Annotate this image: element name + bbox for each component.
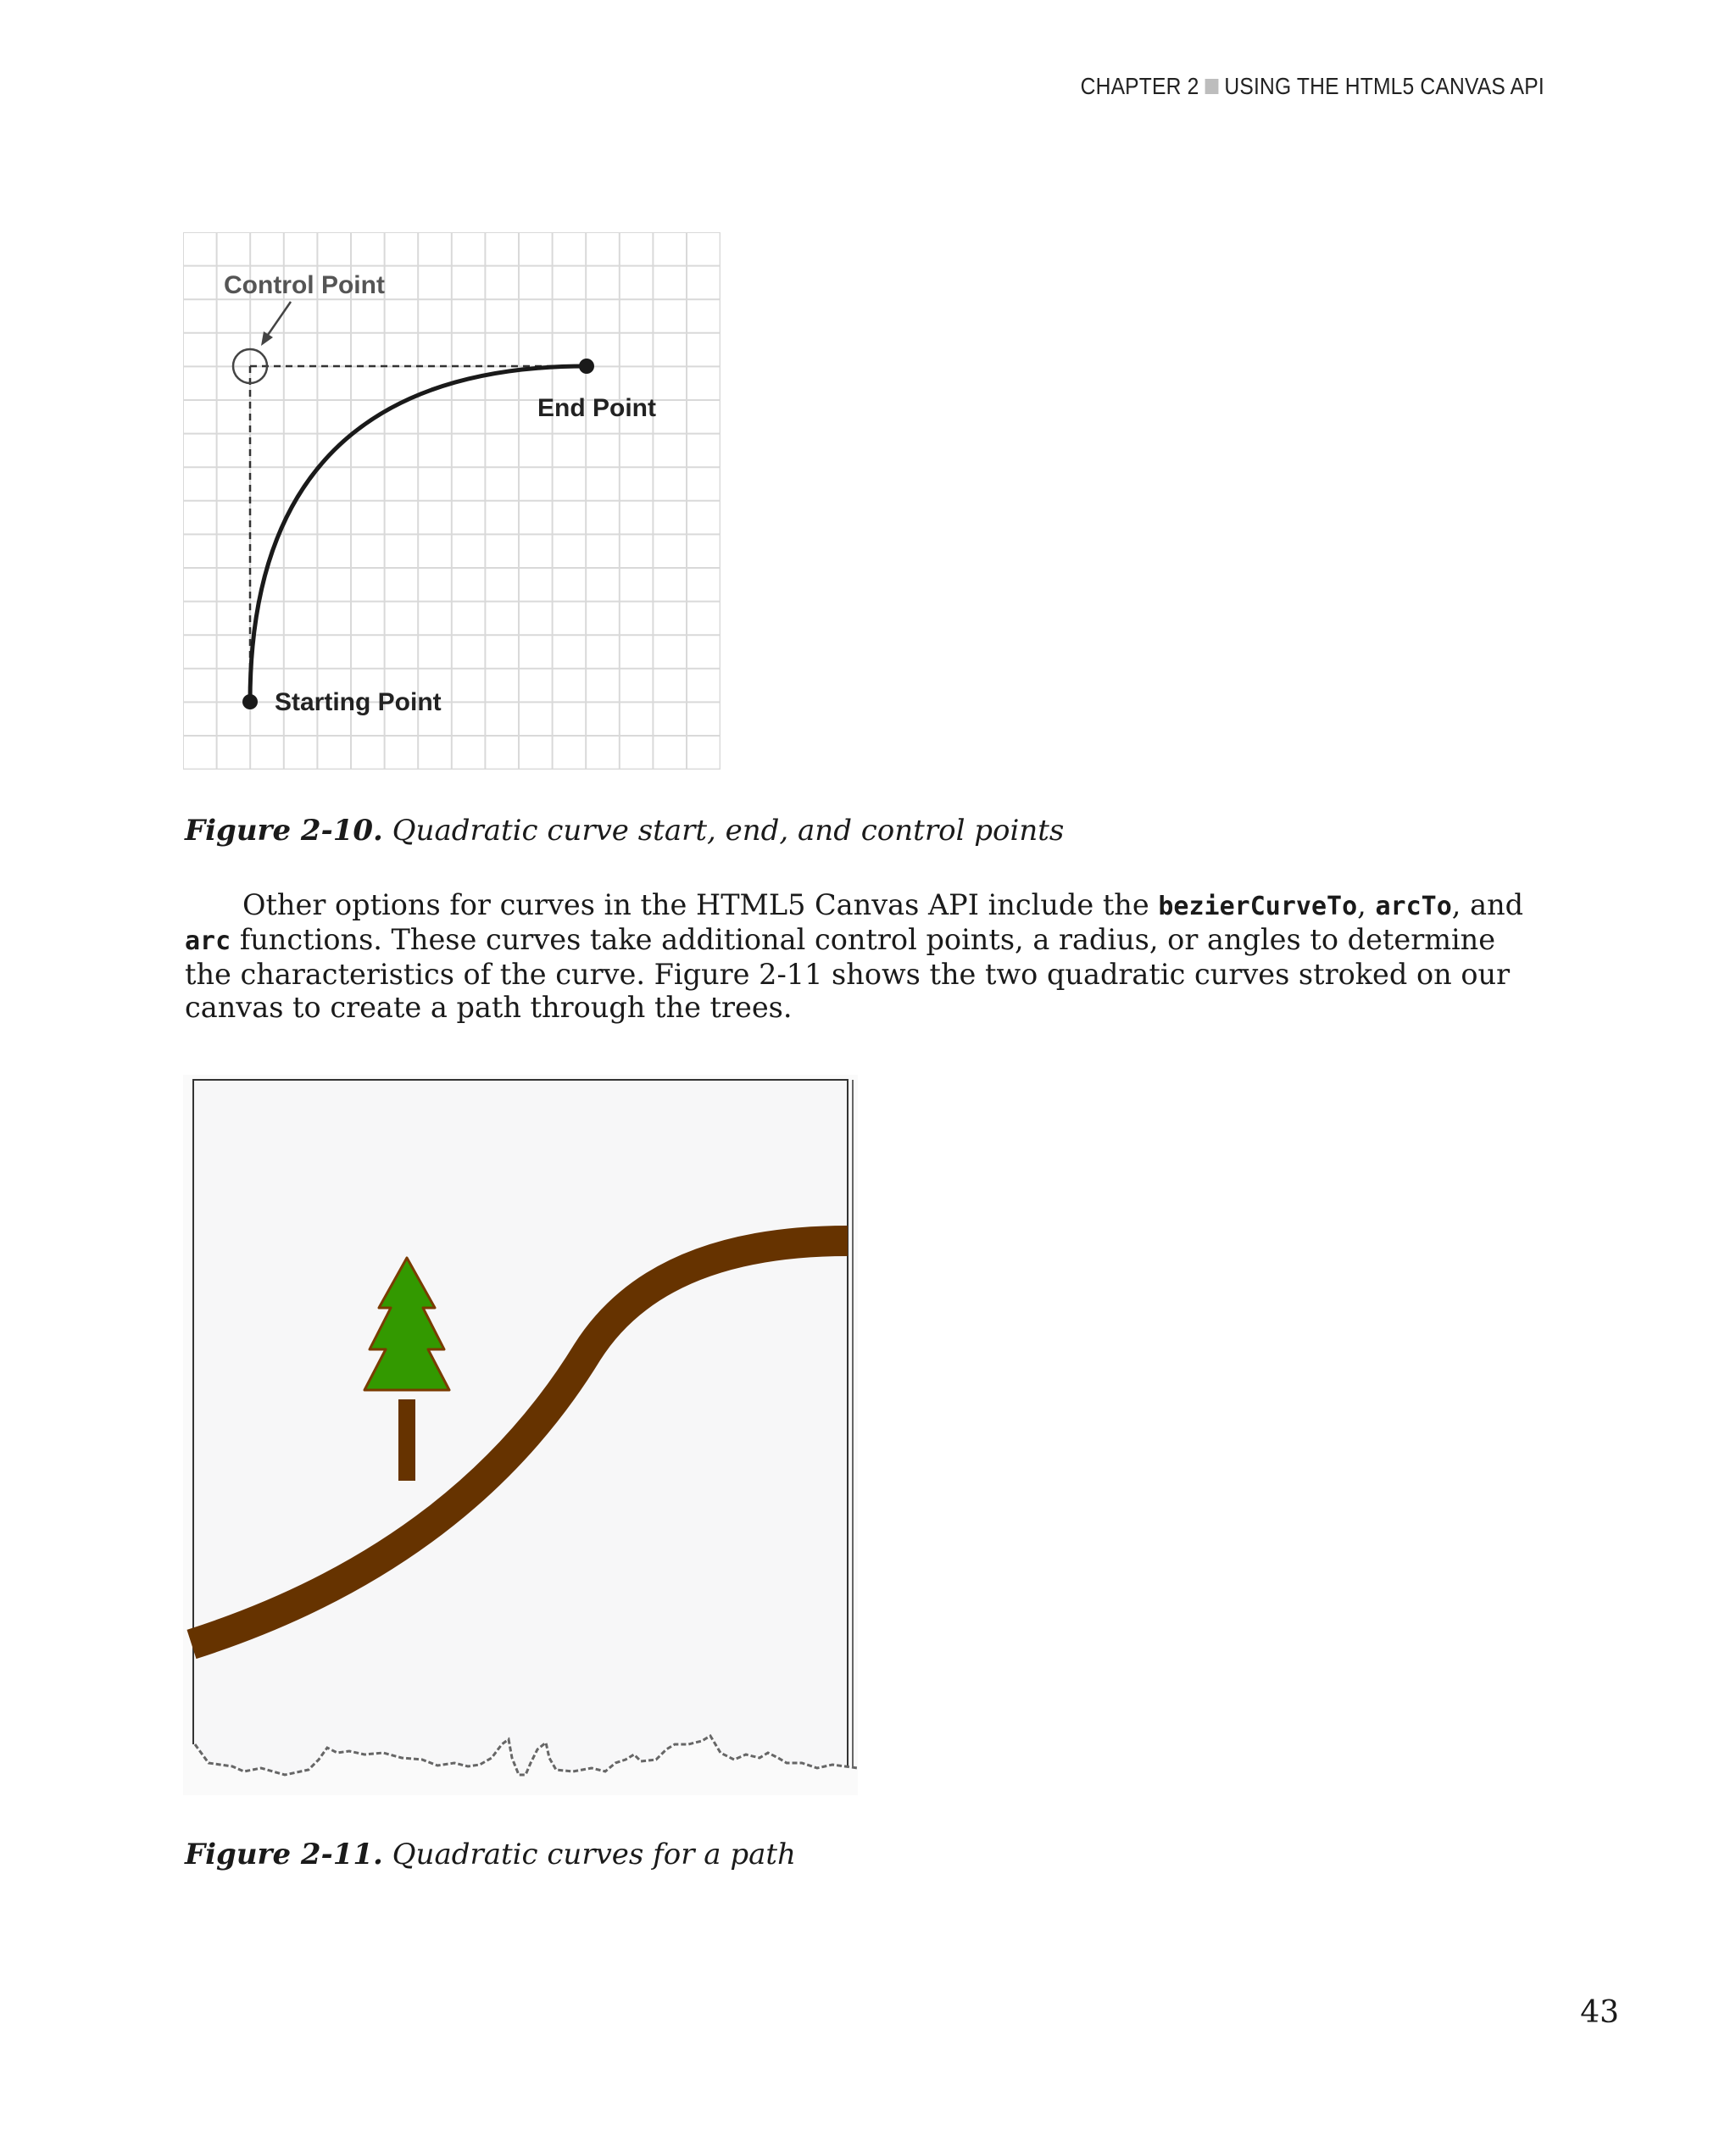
caption-number: Figure 2-11. bbox=[185, 1838, 383, 1871]
figure-2-11-caption bbox=[185, 1838, 796, 1871]
caption-text: Quadratic curves for a path bbox=[392, 1838, 796, 1871]
body-paragraph bbox=[185, 888, 1550, 1024]
figure-2-10-caption bbox=[185, 814, 1064, 848]
start-point-marker bbox=[242, 694, 258, 709]
caption-text: Quadratic curve start, end, and control points bbox=[392, 814, 1065, 848]
grid-lines bbox=[183, 232, 721, 770]
code-arc: arc bbox=[185, 926, 231, 956]
figure-2-10-diagram bbox=[183, 232, 721, 770]
paragraph-text: , bbox=[1357, 888, 1376, 921]
running-head bbox=[1081, 73, 1544, 100]
square-separator-icon bbox=[1205, 79, 1219, 94]
control-point-label: Control Point bbox=[224, 271, 385, 299]
paragraph-text: functions. These curves take additional control points, a radius, or angles to determine the characteristics of the curve. Figure 2-11 shows the two quadratic curves stroked on our canvas to create a path through the trees. bbox=[185, 923, 1511, 1024]
end-point-marker bbox=[579, 359, 594, 374]
figure-2-11-canvas bbox=[183, 1075, 858, 1795]
tree-trunk bbox=[398, 1399, 415, 1481]
caption-number: Figure 2-10. bbox=[185, 814, 383, 848]
control-point-arrow bbox=[266, 302, 291, 337]
code-arcTo: arcTo bbox=[1375, 892, 1452, 921]
chapter-label: CHAPTER 2 bbox=[1080, 73, 1199, 99]
starting-point-label: Starting Point bbox=[275, 688, 442, 716]
code-bezierCurveTo: bezierCurveTo bbox=[1158, 892, 1358, 921]
page-number: 43 bbox=[1580, 1995, 1619, 2030]
paragraph-text: Other options for curves in the HTML5 Canvas API include the bbox=[242, 888, 1159, 921]
chapter-title: USING THE HTML5 CANVAS API bbox=[1224, 73, 1544, 99]
end-point-label: End Point bbox=[537, 394, 656, 422]
paragraph-text: , and bbox=[1451, 888, 1524, 921]
